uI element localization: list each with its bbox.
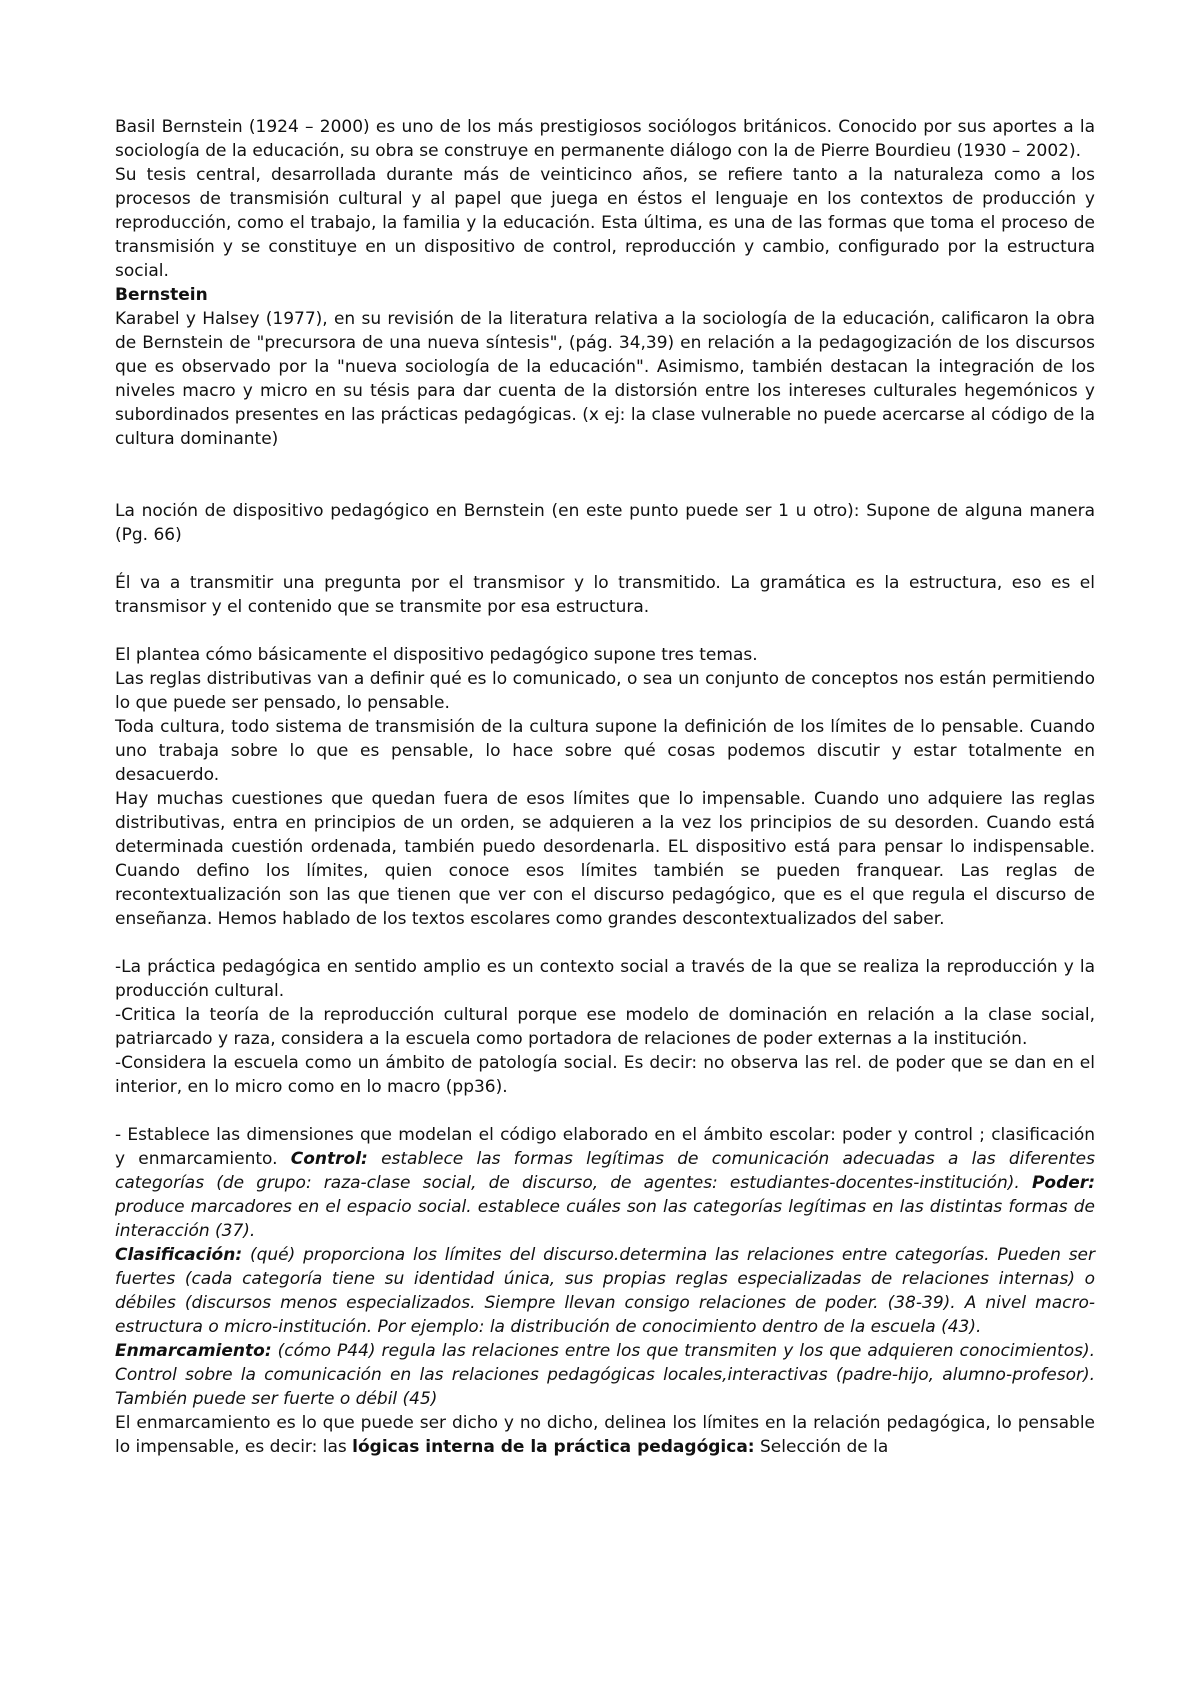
enmarcamiento-paragraph xyxy=(115,1339,1095,1411)
dispositivo-paragraph-2: Él va a transmitir una pregunta por el transmisor y lo transmitido. La gramática es la estructura, eso es el transmisor y el contenido que se transmite por esa estructura. xyxy=(115,573,1095,617)
poder-term: Poder: xyxy=(1031,1173,1095,1193)
enmarcamiento-definition: (cómo P44) regula las relaciones entre los que transmiten y los que adquieren conocimientos). Control sobre la comunicación en las relaciones pedagógicas locales,interactivas (padre-hijo, alumno-profesor). También puede ser fuerte o débil (45) xyxy=(115,1341,1095,1409)
dispositivo-paragraph-4: Las reglas distributivas van a definir qué es lo comunicado, o sea un conjunto de conceptos nos están permitiendo lo que puede ser pensado, lo pensable. xyxy=(115,669,1095,713)
section-heading: Bernstein xyxy=(115,285,208,305)
dimensiones-paragraph xyxy=(115,1123,1095,1243)
spacer xyxy=(115,451,1095,499)
clasificacion-definition: (qué) proporciona los límites del discurso.determina las relaciones entre categorías. Pueden ser fuertes (cada categoría tiene su identidad única, sus propias reglas especializadas de relaciones internas) o débiles (discursos menos especializados. Siempre llevan consigo relaciones de poder. (38-39). A nivel macro-estructura o micro-institución. Por ejemplo: la distribución de conocimiento dentro de la escuela (43). xyxy=(115,1245,1095,1337)
final-tail: Selección de la xyxy=(754,1437,889,1457)
dispositivo-paragraph-1: La noción de dispositivo pedagógico en Bernstein (en este punto puede ser 1 u otro): Supone de alguna manera (Pg. 66) xyxy=(115,501,1095,545)
control-term: Control: xyxy=(290,1149,368,1169)
dispositivo-paragraph-3: El plantea cómo básicamente el dispositivo pedagógico supone tres temas. xyxy=(115,645,758,665)
section-paragraph-1: Karabel y Halsey (1977), en su revisión de la literatura relativa a la sociología de la educación, calificaron la obra de Bernstein de "precursora de una nueva síntesis", (pág. 34,39) en relación a la pedagogización de los discursos que es observado por la "nueva sociología de la educación". Asimismo, también destacan la integración de los niveles macro y micro en su tésis para dar cuenta de la distorsión entre los intereses culturales hegemónicos y subordinados presentes en las prácticas pedagógicas. (x ej: la clase vulnerable no puede acercarse al código de la cultura dominante) xyxy=(115,309,1095,449)
control-definition: establece las formas legítimas de comunicación adecuadas a las diferentes categorías (de grupo: raza-clase social, de discurso, de agentes: estudiantes-docentes-institución). xyxy=(115,1149,1096,1193)
intro-paragraph-2: Su tesis central, desarrollada durante más de veinticinco años, se refiere tanto a la naturaleza como a los procesos de transmisión cultural y al papel que juega en éstos el lenguaje en los contextos de producción y reproducción, como el trabajo, la familia y la educación. Esta última, es una de las formas que toma el proceso de transmisión y se constituye en un dispositivo de control, reproducción y cambio, configurado por la estructura social. xyxy=(115,165,1095,281)
final-paragraph xyxy=(115,1411,1095,1459)
spacer xyxy=(115,931,1095,955)
clasificacion-paragraph xyxy=(115,1243,1095,1339)
dimensiones-lead: - Establece las dimensiones que modelan el código elaborado en el ámbito escolar: poder y control ; clasificación y enmarcamiento. xyxy=(115,1125,1095,1169)
enmarcamiento-term: Enmarcamiento: xyxy=(115,1341,272,1361)
final-lead: El enmarcamiento es lo que puede ser dicho y no dicho, delinea los límites en la relación pedagógica, lo pensable lo impensable, es decir: las xyxy=(115,1413,1095,1457)
intro-paragraph-1: Basil Bernstein (1924 – 2000) es uno de los más prestigiosos sociólogos británicos. Conocido por sus aportes a la sociología de la educación, su obra se construye en permanente diálogo con la de Pierre Bourdieu (1930 – 2002). xyxy=(115,117,1095,161)
dispositivo-paragraph-6: Hay muchas cuestiones que quedan fuera de esos límites que lo impensable. Cuando uno adquiere las reglas distributivas, entra en principios de un orden, se adquieren a la vez los principios de su desorden. Cuando está determinada cuestión ordenada, también puedo desordenarla. EL dispositivo está para pensar lo indispensable. Cuando defino los límites, quien conoce esos límites también se pueden franquear. Las reglas de recontextualización son las que tienen que ver con el discurso pedagógico, que es el que regula el discurso de enseñanza. Hemos hablado de los textos escolares como grandes descontextualizados del saber. xyxy=(115,789,1095,929)
spacer xyxy=(115,547,1095,571)
final-bold-phrase: lógicas interna de la práctica pedagógica: xyxy=(352,1437,755,1457)
clasificacion-term: Clasificación: xyxy=(115,1245,243,1265)
practica-paragraph-1: -La práctica pedagógica en sentido amplio es un contexto social a través de la que se realiza la reproducción y la producción cultural. xyxy=(115,957,1095,1001)
dispositivo-paragraph-5: Toda cultura, todo sistema de transmisión de la cultura supone la definición de los límites de lo pensable. Cuando uno trabaja sobre lo que es pensable, lo hace sobre qué cosas podemos discutir y estar totalmente en desacuerdo. xyxy=(115,717,1095,785)
spacer xyxy=(115,1099,1095,1123)
poder-definition: produce marcadores en el espacio social. establece cuáles son las categorías legítimas en las distintas formas de interacción (37). xyxy=(115,1197,1095,1241)
practica-paragraph-3: -Considera la escuela como un ámbito de patología social. Es decir: no observa las rel. de poder que se dan en el interior, en lo micro como en lo macro (pp36). xyxy=(115,1053,1095,1097)
spacer xyxy=(115,619,1095,643)
practica-paragraph-2: -Critica la teoría de la reproducción cultural porque ese modelo de dominación en relación a la clase social, patriarcado y raza, considera a la escuela como portadora de relaciones de poder externas a la institución. xyxy=(115,1005,1095,1049)
